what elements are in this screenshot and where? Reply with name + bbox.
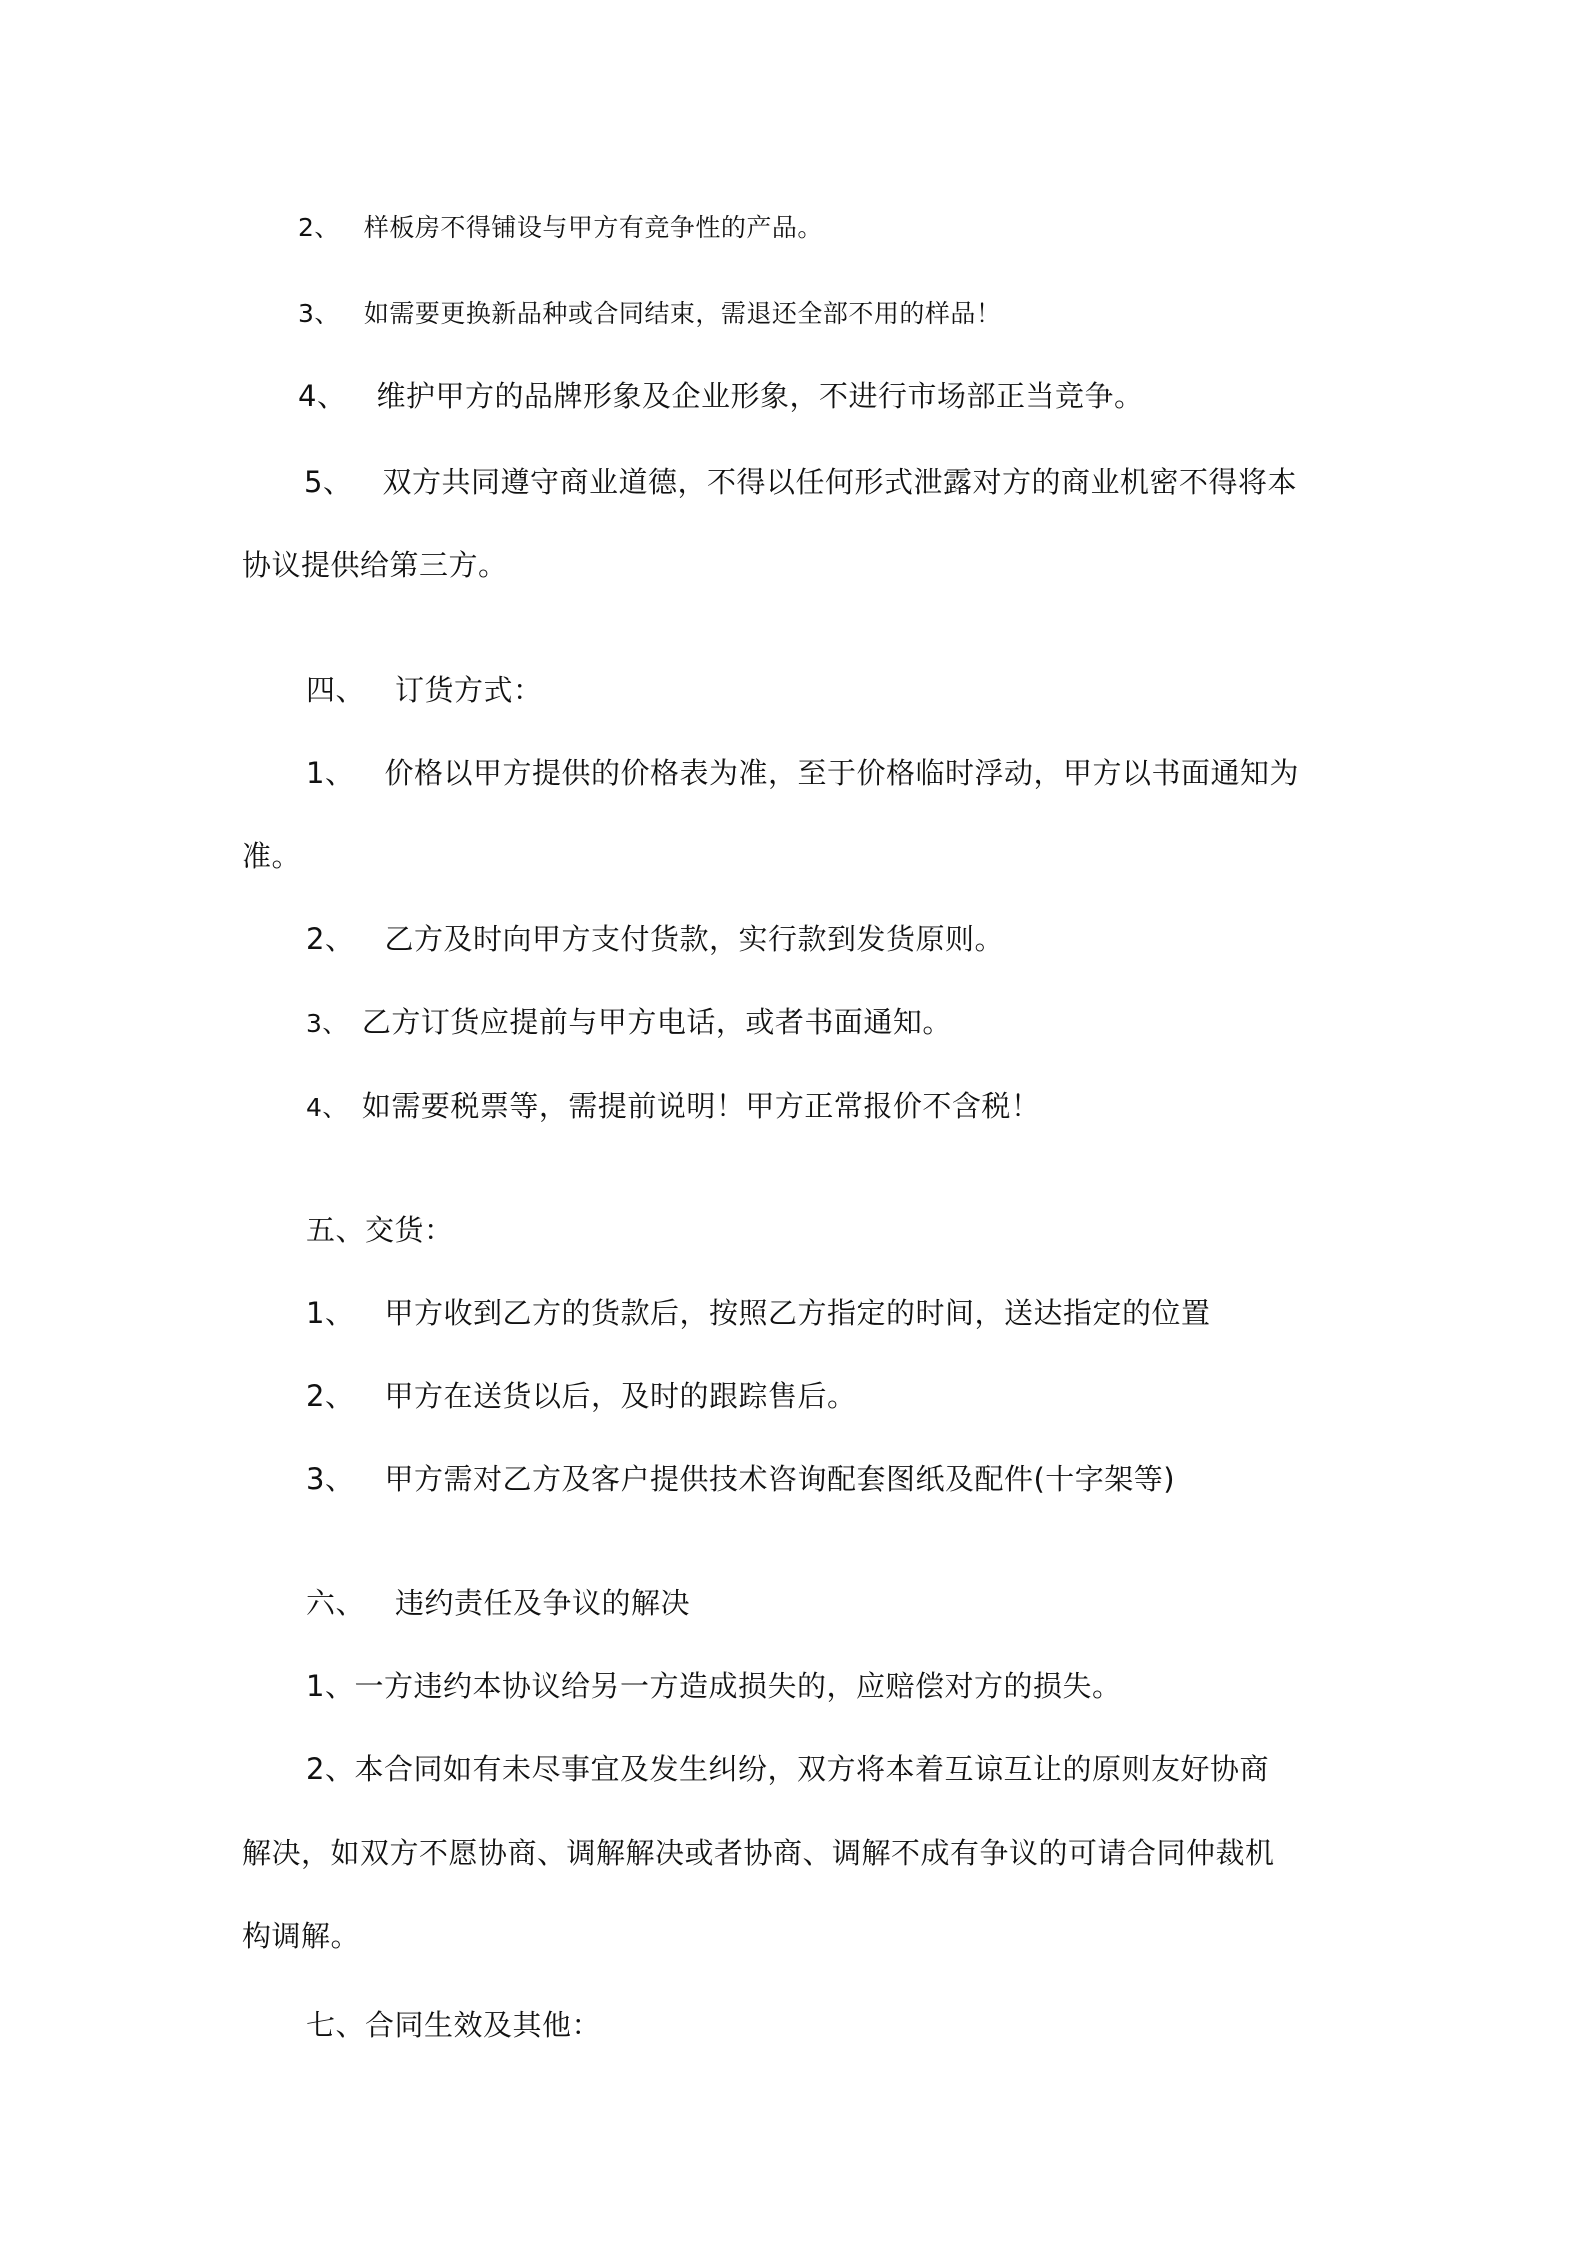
clause-3-3 <box>298 294 1001 334</box>
section-number: 六、 <box>306 1586 366 1620</box>
clause-3-5-line1 <box>304 462 1297 502</box>
clause-number: 4、 <box>306 1093 348 1122</box>
section-title: 七、合同生效及其他： <box>306 2008 602 2042</box>
clause-text: 甲方收到乙方的货款后，按照乙方指定的时间，送达指定的位置 <box>384 1296 1211 1330</box>
clause-number: 2、 <box>306 1379 355 1413</box>
clause-4-3 <box>306 1002 952 1044</box>
clause-text: 乙方及时向甲方支付货款，实行款到发货原则。 <box>384 922 1004 956</box>
clause-text: 2、本合同如有未尽事宜及发生纠纷，双方将本着互谅互让的原则友好协商 <box>306 1752 1269 1786</box>
clause-6-1 <box>306 1666 1121 1706</box>
clause-4-1-line2 <box>242 836 301 876</box>
clause-number: 2、 <box>298 213 340 242</box>
clause-4-1-line1 <box>306 753 1299 793</box>
clause-text: 维护甲方的品牌形象及企业形象，不进行市场部正当竞争。 <box>376 379 1144 413</box>
clause-6-2-line3 <box>242 1916 360 1956</box>
clause-text: 甲方需对乙方及客户提供技术咨询配套图纸及配件(十字架等) <box>384 1462 1176 1496</box>
clause-text-continued: 解决，如双方不愿协商、调解解决或者协商、调解不成有争议的可请合同仲裁机 <box>242 1836 1275 1870</box>
section-title: 五、交货： <box>306 1213 454 1247</box>
clause-number: 3、 <box>298 299 340 328</box>
clause-text-continued: 协议提供给第三方。 <box>242 548 508 582</box>
clause-text: 如需要税票等，需提前说明！甲方正常报价不含税！ <box>361 1089 1041 1123</box>
clause-6-2-line1 <box>306 1749 1269 1789</box>
clause-text: 如需要更换新品种或合同结束，需退还全部不用的样品！ <box>363 299 1002 328</box>
section-number: 四、 <box>306 673 366 707</box>
clause-text-continued: 构调解。 <box>242 1919 361 1953</box>
clause-5-3 <box>306 1459 1175 1499</box>
clause-3-5-line2 <box>242 545 508 585</box>
section-4-heading <box>306 670 543 710</box>
clause-3-2 <box>298 208 823 248</box>
clause-5-2 <box>306 1376 856 1416</box>
clause-6-2-line2 <box>242 1833 1275 1873</box>
clause-text: 双方共同遵守商业道德，不得以任何形式泄露对方的商业机密不得将本 <box>382 465 1297 499</box>
clause-text: 甲方在送货以后，及时的跟踪售后。 <box>384 1379 857 1413</box>
clause-4-2 <box>306 919 1004 959</box>
clause-number: 1、 <box>306 1296 355 1330</box>
clause-number: 3、 <box>306 1009 348 1038</box>
clause-text-continued: 准。 <box>242 839 302 873</box>
clause-text: 样板房不得铺设与甲方有竞争性的产品。 <box>363 213 823 242</box>
clause-text: 乙方订货应提前与甲方电话，或者书面通知。 <box>361 1005 952 1039</box>
clause-number: 5、 <box>304 465 353 499</box>
section-title: 订货方式： <box>395 673 543 707</box>
clause-number: 1、 <box>306 756 355 790</box>
clause-3-4 <box>298 376 1143 416</box>
clause-5-1 <box>306 1293 1210 1333</box>
clause-text: 价格以甲方提供的价格表为准，至于价格临时浮动，甲方以书面通知为 <box>384 756 1299 790</box>
clause-number: 2、 <box>306 922 355 956</box>
clause-number: 3、 <box>306 1462 355 1496</box>
clause-text: 1、一方违约本协议给另一方造成损失的，应赔偿对方的损失。 <box>306 1669 1122 1703</box>
section-5-heading <box>306 1210 454 1250</box>
clause-4-4 <box>306 1086 1040 1128</box>
section-title: 违约责任及争议的解决 <box>395 1586 691 1620</box>
clause-number: 4、 <box>298 379 347 413</box>
section-6-heading <box>306 1583 690 1623</box>
section-7-heading <box>306 2005 601 2045</box>
